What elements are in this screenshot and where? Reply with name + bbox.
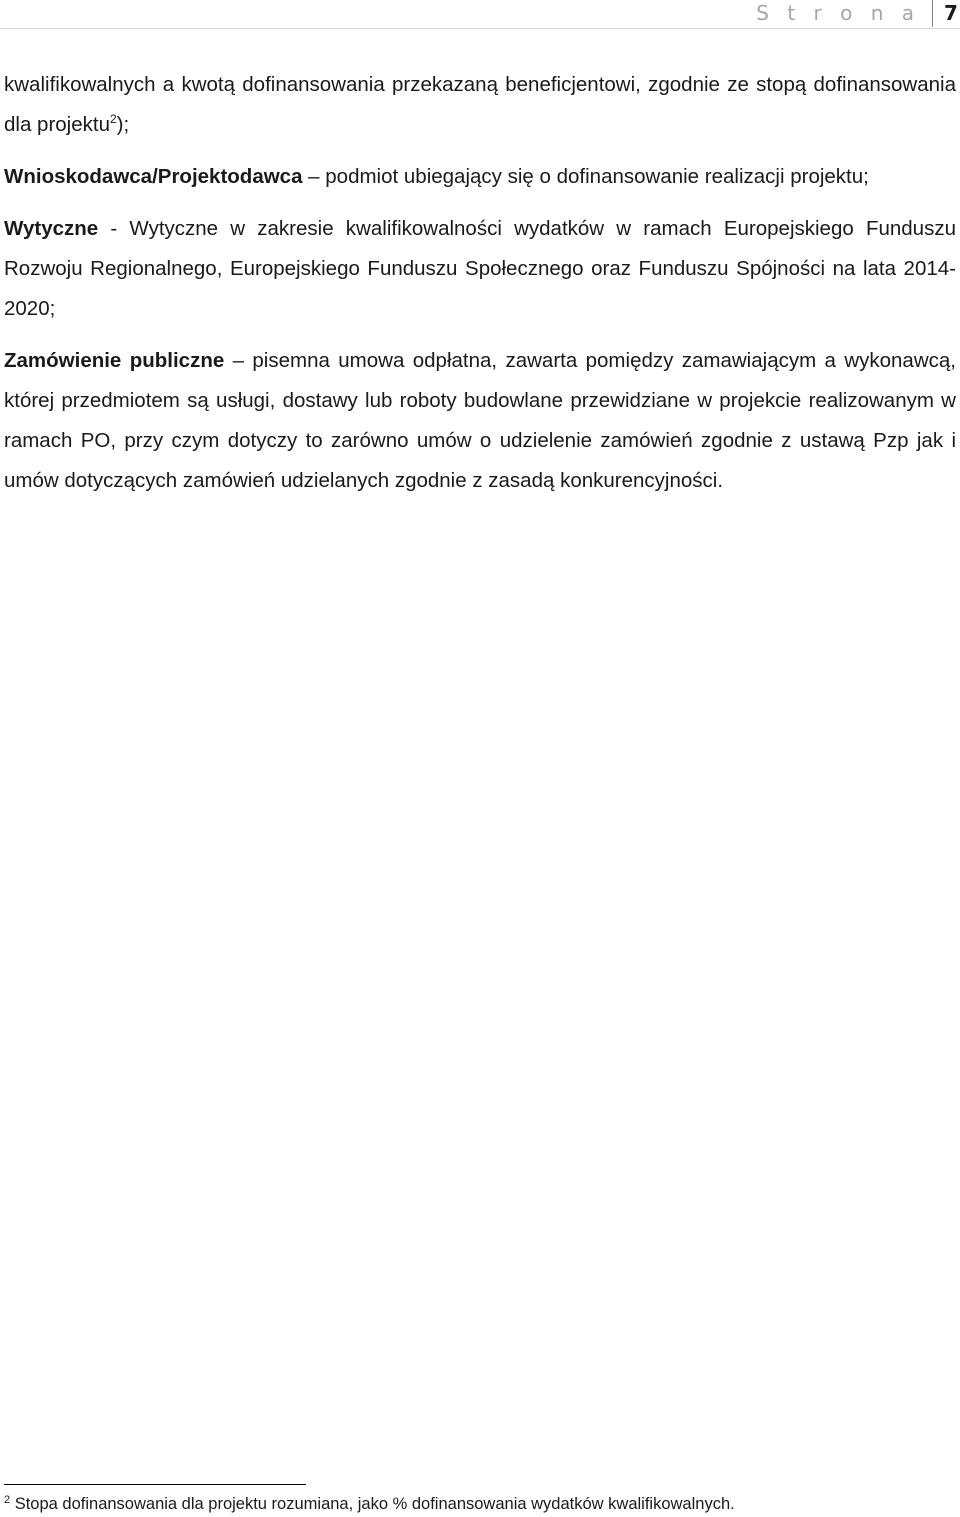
page-number: 7 [944,1,958,25]
definition-text: – podmiot ubiegający się o dofinansowanie realizacji projektu; [302,165,869,188]
definition-paragraph-wytyczne [4,209,956,329]
header-separator [932,0,933,27]
paragraph-tail: ); [116,113,130,136]
document-body [4,65,956,513]
footnote [4,1494,735,1514]
definition-term: Zamówienie publiczne [4,349,225,372]
definition-term: Wnioskodawca/Projektodawca [4,165,303,188]
definition-text: - Wytyczne w zakresie kwalifikowalności wydatków w ramach Europejskiego Funduszu Rozwoju Regionalnego, Europejskiego Funduszu Społecznego oraz Funduszu Spójności na lata 2014-2020; [4,217,956,320]
footnote-number: 2 [4,1494,11,1506]
footnote-text: Stopa dofinansowania dla projektu rozumiana, jako % dofinansowania wydatków kwalifikowalnych. [10,1495,735,1513]
footnote-separator [4,1484,306,1485]
page-header [0,0,960,29]
page-label: S t r o n a [756,1,920,25]
definition-text: – pisemna umowa odpłatna, zawarta pomiędzy zamawiającym a wykonawcą, której przedmiotem są usługi, dostawy lub roboty budowlane przewidziane w projekcie realizowanym w ramach PO, przy czym dotyczy to zarówno umów o udzielenie zamówień zgodnie z ustawą Pzp jak i umów dotyczących zamówień udzielanych zgodnie z zasadą konkurencyjności. [4,349,956,492]
definition-term: Wytyczne [4,217,99,240]
definition-paragraph-zamowienie [4,341,956,501]
paragraph-text: kwalifikowalnych a kwotą dofinansowania przekazaną beneficjentowi, zgodnie ze stopą dofinansowania dla projektu [4,73,956,136]
definition-paragraph-wnioskodawca [4,157,956,197]
footnote-reference[interactable]: 2 [109,112,117,126]
definition-paragraph-continuation [4,65,956,145]
